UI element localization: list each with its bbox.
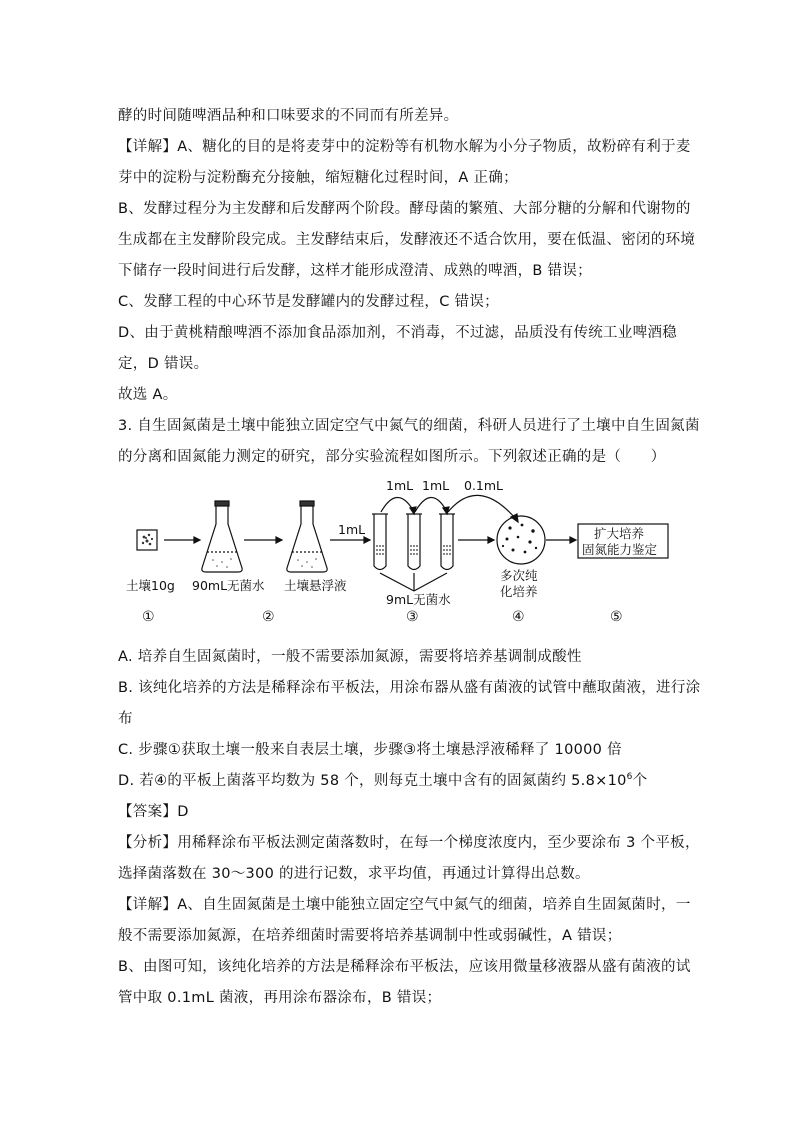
text-line: D、由于黄桃精酿啤酒不添加食品添加剂，不消毒，不过滤，品质没有传统工业啤酒稳 <box>118 325 678 341</box>
soil-label: 土壤10g <box>126 578 175 593</box>
step-1: ① <box>142 609 155 625</box>
analysis-line: 管中取 0.1mL 菌液，再用涂布器涂布，B 错误； <box>118 990 442 1006</box>
flask-liquid <box>212 558 317 568</box>
option-a: A. 培养自生固氮菌时，一般不需要添加氮源，需要将培养基调制成酸性 <box>118 649 582 665</box>
analysis-line: 选择菌落数在 30～300 的进行记数，求平均值，再通过计算得出总数。 <box>118 866 590 882</box>
transfer-label-4: 0.1mL <box>464 478 504 493</box>
answer: 【答案】D <box>118 804 189 820</box>
step-2: ② <box>262 609 275 625</box>
test-tube-2 <box>406 514 422 570</box>
analysis-line: 般不需要添加氮源，在培养细菌时需要将培养基调制中性或弱碱性，A 错误； <box>118 928 622 944</box>
option-b-cont: 布 <box>118 711 133 727</box>
petri-dish <box>497 516 545 564</box>
test-tube-1 <box>372 514 388 570</box>
analysis-line: 【详解】A、自生固氮菌是土壤中能独立固定空气中氮气的细菌，培养自生固氮菌时，一 <box>118 897 691 913</box>
question-stem: 3. 自生固氮菌是土壤中能独立固定空气中氮气的细菌，科研人员进行了土壤中自生固氮菌 <box>118 418 700 434</box>
text-line: B、发酵过程分为主发酵和后发酵两个阶段。酵母菌的繁殖、大部分糖的分解和代谢物的 <box>118 201 691 217</box>
step-4: ④ <box>512 609 525 625</box>
tube-liquid <box>376 545 451 555</box>
option-b: B. 该纯化培养的方法是稀释涂布平板法，用涂布器从盛有菌液的试管中蘸取菌液，进行涂 <box>118 680 701 696</box>
box-label-1: 扩大培养 <box>594 526 645 541</box>
box-label-2: 固氮能力鉴定 <box>582 542 658 557</box>
soil-speckle <box>142 534 153 546</box>
text-line: 【详解】A、糖化的目的是将麦芽中的淀粉等有机物水解为小分子物质，故粉碎有利于麦 <box>118 139 691 155</box>
transfer-label-3: 1mL <box>422 478 450 493</box>
text-line: 故选 A。 <box>118 387 178 403</box>
option-d: D. 若④的平板上菌落平均数为 58 个，则每克土壤中含有的固氮菌约 $5.8\times 10^6$个 <box>118 772 648 789</box>
transfer-label-1: 1mL <box>338 522 366 537</box>
colonies <box>502 524 537 554</box>
step-3: ③ <box>406 609 419 625</box>
text-line: 生成都在主发酵阶段完成。主发酵结束后，发酵液还不适合饮用，要在低温、密闭的环境 <box>118 232 696 248</box>
water-label: 90mL无菌水 <box>192 578 265 593</box>
plate-label-1: 多次纯 <box>500 568 538 583</box>
text-line: 芽中的淀粉与淀粉酶充分接触，缩短糖化过程时间，A 正确； <box>118 170 518 186</box>
analysis-line: B、由图可知，该纯化培养的方法是稀释涂布平板法，应该用微量移液器从盛有菌液的试 <box>118 959 691 975</box>
experiment-flow-figure <box>118 476 678 626</box>
plate-label-2: 化培养 <box>500 584 538 599</box>
question-stem: 的分离和固氮能力测定的研究，部分实验流程如图所示。下列叙述正确的是（ ） <box>118 449 666 465</box>
text-line: 定，D 错误。 <box>118 356 209 372</box>
option-c: C. 步骤①获取土壤一般来自表层土壤，步骤③将土壤悬浮液稀释了 10000 倍 <box>118 742 622 758</box>
text-line: 酵的时间随啤酒品种和口味要求的不同而有所差异。 <box>118 108 459 124</box>
suspension-label: 土壤悬浮液 <box>284 578 347 593</box>
tube-water-label: 9mL无菌水 <box>386 592 451 607</box>
step-5: ⑤ <box>610 609 623 625</box>
text-line: C、发酵工程的中心环节是发酵罐内的发酵过程，C 错误； <box>118 294 499 310</box>
text-line: 下储存一段时间进行后发酵，这样才能形成澄清、成熟的啤酒，B 错误； <box>118 263 592 279</box>
analysis-line: 【分析】用稀释涂布平板法测定菌落数时，在每一个梯度浓度内，至少要涂布 3 个平板， <box>118 835 700 851</box>
transfer-label-2: 1mL <box>386 478 414 493</box>
test-tube-3 <box>439 514 455 570</box>
